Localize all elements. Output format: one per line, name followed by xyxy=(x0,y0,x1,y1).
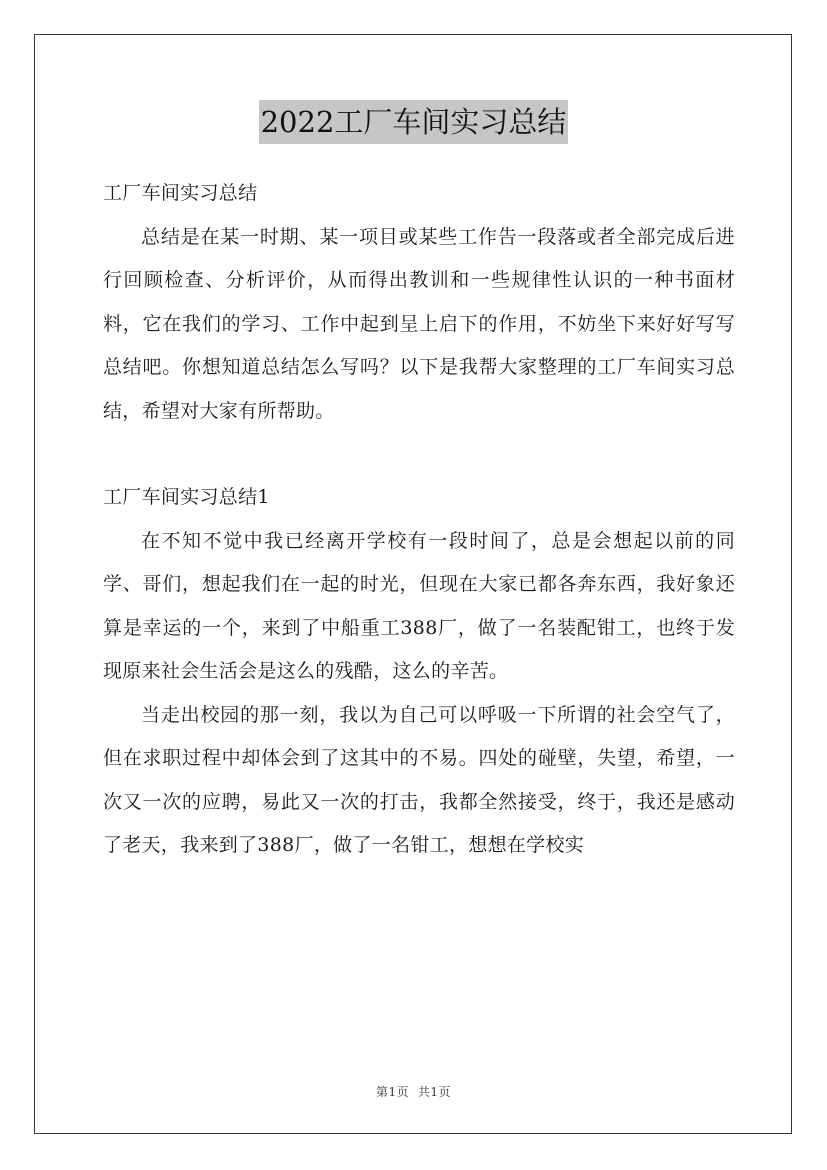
intro-paragraph: 总结是在某一时期、某一项目或某些工作告一段落或者全部完成后进行回顾检查、分析评价，从而得出教训和一些规律性认识的一种书面材料，它在我们的学习、工作中起到呈上启下的作用，不妨坐下来好好写写总结吧。你想知道总结怎么写吗？以下是我帮大家整理的工厂车间实习总结，希望对大家有所帮助。 xyxy=(103,225,735,422)
section-paragraph-1: 在不知不觉中我已经离开学校有一段时间了，总是会想起以前的同学、哥们，想起我们在一起的时光，但现在大家已都各奔东西，我好象还算是幸运的一个，来到了中船重工388厂，做了一名装配钳工，也终于发现原来社会生活会是这么的残酷，这么的辛苦。 xyxy=(103,529,735,682)
section-paragraph-2: 当走出校园的那一刻，我以为自己可以呼吸一下所谓的社会空气了，但在求职过程中却体会到了这其中的不易。四处的碰壁，失望，希望，一次又一次的应聘，易此又一次的打击，我都全然接受，终于，我还是感动了老天，我来到了388厂，做了一名钳工，想想在学校实 xyxy=(103,703,735,856)
document-body xyxy=(103,172,735,868)
section-heading: 工厂车间实习总结1 xyxy=(103,486,270,508)
page-footer xyxy=(0,1083,827,1100)
title-container xyxy=(0,100,827,144)
document-subtitle: 工厂车间实习总结 xyxy=(103,182,258,204)
page-number: 第1页 xyxy=(376,1085,410,1099)
document-title: 2022工厂车间实习总结 xyxy=(259,100,569,144)
section-spacer xyxy=(103,433,735,476)
page-total: 共1页 xyxy=(417,1085,451,1099)
